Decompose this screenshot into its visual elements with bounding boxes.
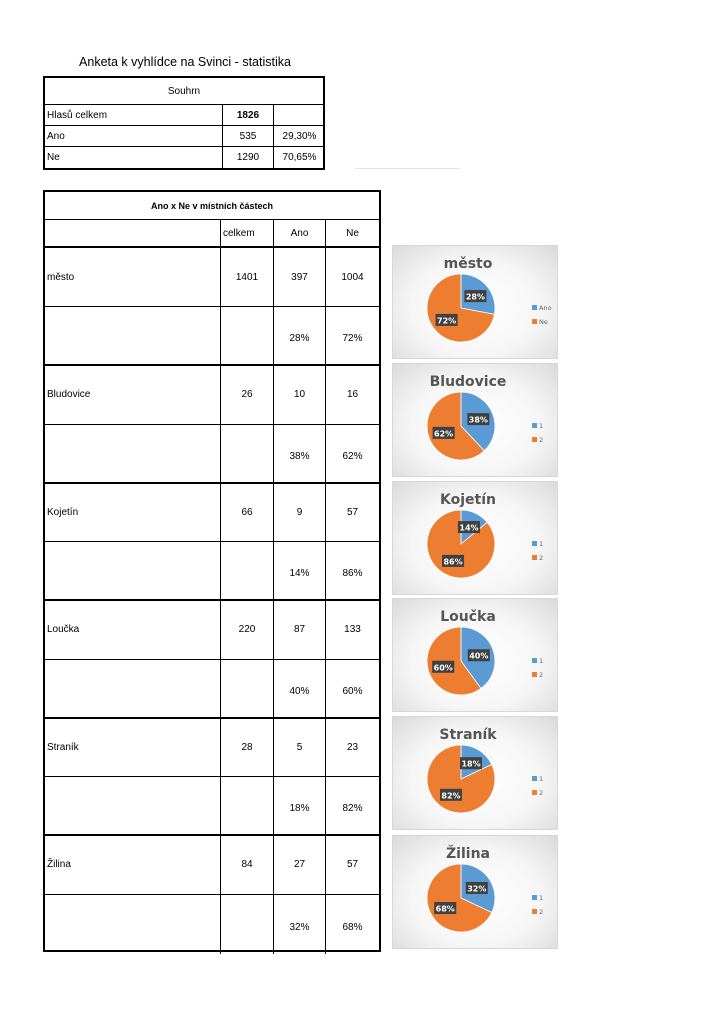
summary-count: 1826	[222, 105, 273, 125]
pie-chart-svg	[393, 364, 559, 478]
table-row-percent	[45, 895, 379, 954]
district-name: Straník	[47, 741, 79, 753]
legend-swatch	[532, 790, 537, 795]
legend-label: 2	[539, 789, 544, 797]
summary-label: Hlasů celkem	[47, 109, 108, 121]
legend-swatch	[532, 541, 537, 546]
district-ano: 397	[273, 248, 325, 306]
district-ano-pct: 40%	[273, 660, 325, 717]
empty-cell	[220, 660, 273, 717]
table-row-percent	[45, 307, 379, 366]
district-total: 84	[220, 836, 273, 894]
data-label: 40%	[469, 651, 489, 661]
district-table-header: Ano x Ne v místních částech	[45, 192, 379, 220]
table-row-percent	[45, 660, 379, 719]
chart-title: Loučka	[440, 609, 496, 625]
legend-label: Ano	[539, 304, 552, 312]
district-ne-pct: 86%	[325, 542, 379, 599]
pie-chart	[392, 835, 558, 949]
legend-swatch	[532, 658, 537, 663]
page-title: Anketa k vyhlídce na Svinci - statistika	[79, 55, 291, 69]
data-label: 86%	[443, 557, 463, 567]
legend-label: 2	[539, 436, 544, 444]
district-ano-pct: 38%	[273, 425, 325, 482]
summary-label: Ano	[47, 130, 65, 142]
legend-swatch	[532, 909, 537, 914]
table-row	[45, 836, 379, 895]
column-header-row	[45, 220, 379, 248]
pie-chart	[392, 363, 558, 477]
legend-swatch	[532, 305, 537, 310]
legend-swatch	[532, 555, 537, 560]
table-row	[45, 718, 379, 777]
district-ne-pct: 60%	[325, 660, 379, 717]
chart-title: Straník	[439, 727, 497, 743]
summary-row-ne	[45, 147, 323, 168]
column-header-ano: Ano	[273, 220, 325, 246]
legend-swatch	[532, 423, 537, 428]
legend-label: 1	[539, 422, 544, 430]
summary-pct	[273, 105, 325, 125]
pie-chart-svg	[393, 836, 559, 950]
column-header-total: celkem	[220, 220, 273, 246]
data-label: 82%	[441, 791, 461, 801]
chart-title: Bludovice	[429, 374, 507, 390]
legend-swatch	[532, 672, 537, 677]
table-row	[45, 366, 379, 425]
chart-title: Žilina	[446, 846, 490, 862]
district-ne: 57	[325, 483, 379, 541]
table-row-percent	[45, 425, 379, 484]
summary-count: 1290	[222, 147, 273, 168]
district-ano-pct: 28%	[273, 307, 325, 364]
district-ano-pct: 14%	[273, 542, 325, 599]
district-name: město	[47, 271, 75, 283]
summary-pct: 29,30%	[273, 126, 325, 146]
district-total: 1401	[220, 248, 273, 306]
table-row	[45, 601, 379, 660]
legend-swatch	[532, 437, 537, 442]
summary-table	[43, 76, 325, 170]
legend-swatch	[532, 776, 537, 781]
data-label: 28%	[465, 292, 485, 302]
summary-row-total	[45, 105, 323, 126]
legend-label: Ne	[539, 318, 548, 326]
empty-cell	[220, 425, 273, 482]
empty-cell	[220, 542, 273, 599]
district-ne: 1004	[325, 248, 379, 306]
district-ano: 5	[273, 718, 325, 776]
pie-chart	[392, 716, 558, 830]
district-ano-pct: 32%	[273, 895, 325, 954]
data-label: 18%	[461, 759, 481, 769]
district-ne-pct: 72%	[325, 307, 379, 364]
district-name: Bludovice	[47, 389, 91, 400]
chart-title: město	[443, 256, 493, 272]
table-row	[45, 248, 379, 307]
district-ne: 16	[325, 366, 379, 424]
pie-chart-svg	[393, 482, 559, 596]
district-name: Loučka	[47, 624, 80, 635]
district-ano: 87	[273, 601, 325, 659]
legend-label: 1	[539, 657, 544, 665]
district-ne: 133	[325, 601, 379, 659]
district-ano: 27	[273, 836, 325, 894]
legend-label: 2	[539, 908, 544, 916]
chart-title: Kojetín	[440, 492, 496, 508]
district-ano: 9	[273, 483, 325, 541]
pie-chart	[392, 598, 558, 712]
summary-pct: 70,65%	[273, 147, 325, 168]
data-label: 62%	[434, 429, 454, 439]
pie-chart-svg	[393, 246, 559, 360]
legend-label: 1	[539, 540, 544, 548]
table-row-percent	[45, 542, 379, 601]
district-ne-pct: 62%	[325, 425, 379, 482]
summary-count: 535	[222, 126, 273, 146]
district-ne-pct: 82%	[325, 777, 379, 834]
empty-cell	[220, 307, 273, 364]
data-label: 68%	[435, 904, 455, 914]
summary-row-ano	[45, 126, 323, 147]
column-header-ne: Ne	[325, 220, 379, 246]
empty-cell	[220, 777, 273, 834]
empty-cell	[220, 895, 273, 954]
district-ano-pct: 18%	[273, 777, 325, 834]
district-table	[43, 190, 381, 952]
legend-label: 2	[539, 554, 544, 562]
pie-chart	[392, 481, 558, 595]
legend-swatch	[532, 319, 537, 324]
legend-label: 1	[539, 894, 544, 902]
data-label: 14%	[459, 523, 479, 533]
data-label: 60%	[433, 663, 453, 673]
pie-chart-svg	[393, 717, 559, 831]
district-ne: 23	[325, 718, 379, 776]
pie-chart	[392, 245, 558, 359]
table-row	[45, 483, 379, 542]
data-label: 72%	[437, 316, 457, 326]
district-total: 220	[220, 601, 273, 659]
pie-chart-svg	[393, 599, 559, 713]
district-ano: 10	[273, 366, 325, 424]
district-name: Kojetín	[47, 506, 79, 518]
district-name: Žilina	[47, 859, 71, 870]
district-total: 28	[220, 718, 273, 776]
table-row-percent	[45, 777, 379, 836]
legend-label: 2	[539, 671, 544, 679]
legend-swatch	[532, 895, 537, 900]
district-total: 66	[220, 483, 273, 541]
data-label: 32%	[467, 884, 487, 894]
district-ne-pct: 68%	[325, 895, 379, 954]
divider	[355, 168, 460, 169]
summary-header: Souhrn	[45, 78, 323, 105]
data-label: 38%	[468, 415, 488, 425]
district-total: 26	[220, 366, 273, 424]
district-ne: 57	[325, 836, 379, 894]
legend-label: 1	[539, 775, 544, 783]
summary-label: Ne	[47, 152, 60, 163]
